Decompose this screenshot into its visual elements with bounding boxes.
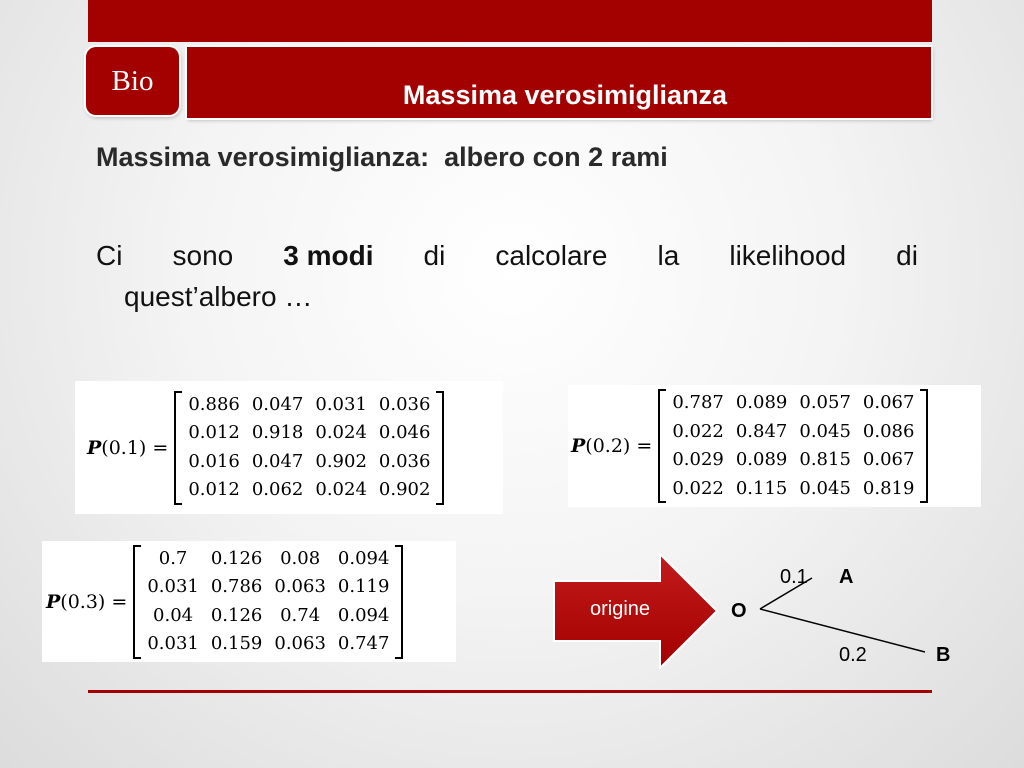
matrix-cell: 0.012 [188,479,240,500]
matrix-cell: 0.031 [315,393,367,415]
matrix-cell: 0.847 [735,420,788,442]
matrix-cell: 0.012 [188,422,240,443]
matrix-cell: 0.063 [274,576,326,597]
matrix-row [666,389,920,418]
matrix-p03-label: P(0.3) = [46,590,128,613]
paragraph-word: di [423,240,446,271]
matrix-row [666,446,920,475]
paragraph-word: di [896,240,918,271]
matrix-cell: 0.126 [210,604,263,626]
matrix-cell: 0.057 [799,392,851,413]
matrix-cell: 0.029 [672,449,724,470]
matrix-cell: 0.016 [188,450,240,472]
paragraph-line-2: quest’albero … [124,281,313,312]
logo-badge [86,47,179,115]
matrix-row [182,419,436,448]
matrix-cell: 0.024 [315,422,367,443]
matrix-p02-table [666,389,920,503]
matrix-cell: 0.067 [862,392,915,413]
slide-title: Massima verosimiglianza [402,80,728,110]
matrix-row [141,545,395,574]
matrix-cell: 0.067 [862,449,915,470]
matrix-row [182,391,436,420]
matrix-cell: 0.819 [862,477,915,499]
matrix-cell: 0.094 [337,604,390,626]
matrix-cell: 0.022 [672,420,724,442]
matrix-cell: 0.74 [280,604,321,626]
matrix-cell: 0.786 [210,576,263,597]
matrix-cell: 0.902 [315,450,367,472]
matrix-cell: 0.031 [147,576,199,597]
slide-subtitle: Massima verosimiglianza: albero con 2 rami [96,142,668,172]
matrix-cell: 0.04 [153,604,194,626]
matrix-cell: 0.787 [672,392,724,413]
matrix-cell: 0.089 [735,449,788,470]
matrix-row [141,630,395,659]
origin-label: origine [589,598,651,620]
matrix-cell: 0.063 [274,633,326,654]
matrix-cell: 0.918 [251,422,304,443]
matrix-row [182,448,436,477]
title-banner [187,47,931,118]
matrix-cell: 0.036 [378,393,431,415]
matrix-cell: 0.094 [337,547,390,569]
matrix-cell: 0.047 [251,450,304,472]
matrix-row [141,573,395,602]
matrix-row [182,476,436,505]
paragraph-word: calcolare [495,240,608,271]
matrix-p01-label: P(0.1) = [87,436,169,459]
matrix-cell: 0.126 [210,547,263,569]
matrix-cell: 0.08 [280,547,321,569]
paragraph-line-1 [96,240,918,272]
matrix-cell: 0.115 [735,477,788,499]
matrix-cell: 0.045 [799,420,851,442]
matrix-cell: 0.902 [378,479,431,500]
bottom-divider [88,690,932,693]
matrix-cell: 0.047 [251,393,304,415]
matrix-p01-table [182,391,436,505]
branch-b-length: 0.2 [839,644,867,666]
matrix-p01-brackets [174,391,444,505]
top-accent-bar [88,0,932,42]
matrix-cell: 0.7 [158,547,188,569]
leaf-b-label: B [936,644,951,666]
matrix-cell: 0.886 [188,393,240,415]
matrix-cell: 0.086 [862,420,915,442]
matrix-cell: 0.022 [672,477,724,499]
matrix-cell: 0.747 [337,633,390,654]
paragraph-word: la [657,240,680,271]
matrix-cell: 0.815 [799,449,851,470]
matrix-cell: 0.089 [735,392,788,413]
matrix-row [666,418,920,447]
matrix-row [666,475,920,504]
matrix-cell: 0.024 [315,479,367,500]
branch-a-length: 0.1 [780,566,808,588]
matrix-p02-brackets [658,389,928,503]
matrix-p02-label: P(0.2) = [571,435,653,457]
matrix-cell: 0.062 [251,479,304,500]
root-node-label: O [731,600,747,622]
matrix-cell: 0.045 [799,477,851,499]
matrix-p03-table [141,545,395,659]
matrix-cell: 0.119 [337,576,390,597]
matrix-p03-brackets [133,545,403,659]
matrix-row [141,602,395,631]
leaf-a-label: A [839,566,854,588]
paragraph-word: 3 modi [283,240,374,271]
paragraph-word: sono [172,240,234,271]
matrix-cell: 0.046 [378,422,431,443]
matrix-cell: 0.036 [378,450,431,472]
matrix-p02-card [568,385,981,507]
matrix-p03-card [42,541,456,662]
matrix-cell: 0.031 [147,633,199,654]
matrix-p01-card [75,381,503,514]
matrix-cell: 0.159 [210,633,263,654]
paragraph-word: Ci [96,240,123,271]
paragraph-word: likelihood [729,240,847,271]
logo-text: Bio [111,64,154,97]
